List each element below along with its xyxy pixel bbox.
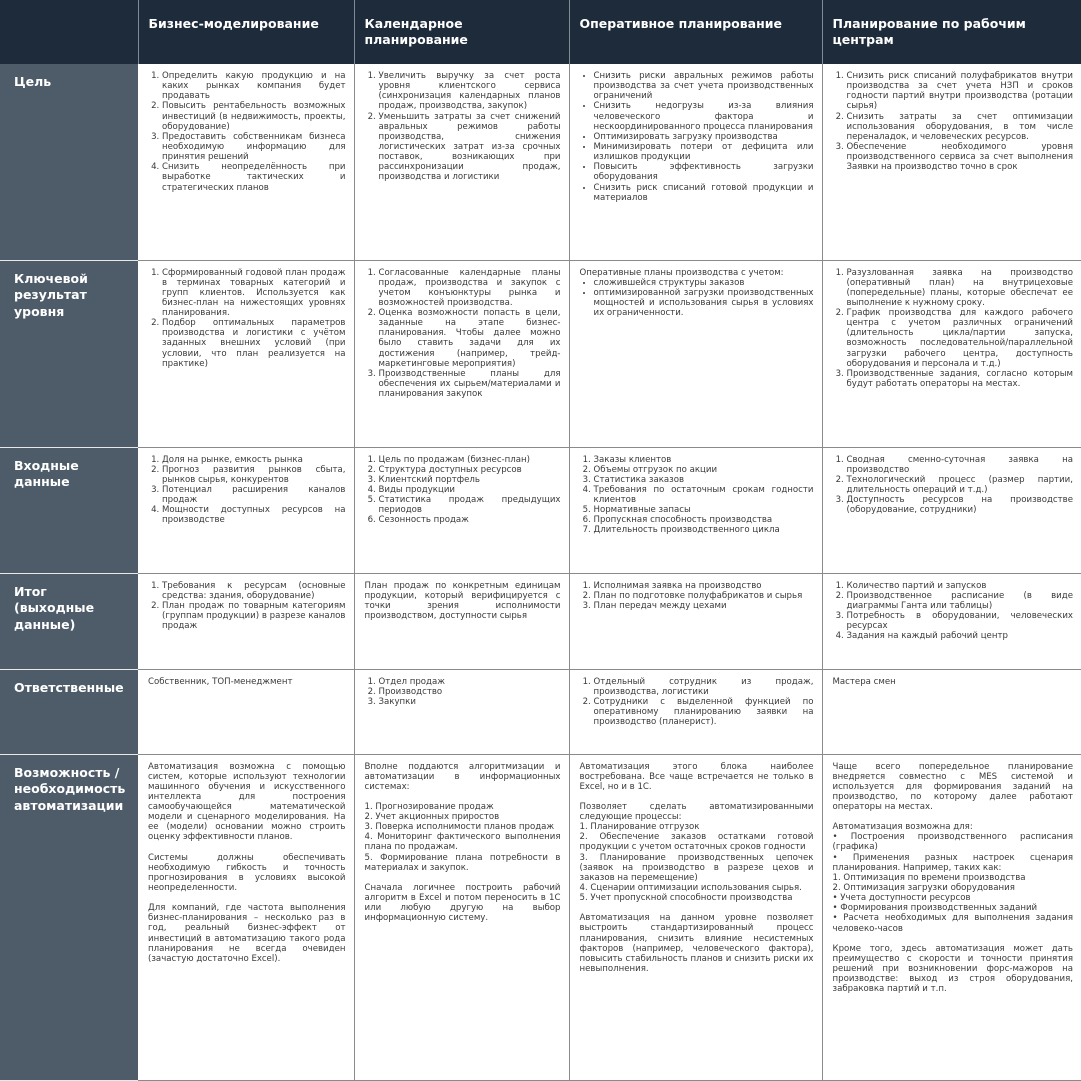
list-item: 1. Заказы клиентов xyxy=(594,455,814,465)
paragraph: • Применения разных настроек сценария планирования. Например, таких как: xyxy=(832,852,1073,873)
list-item: 2. Уменьшить затраты за счет снижений авральных режимов работы производства, снижения логистических затрат из-за срочных поставок, возникающих при рассинхронизации продаж, производства и логистики xyxy=(379,112,561,183)
table-row xyxy=(0,260,1081,447)
list-item: 2. Объемы отгрузок по акции xyxy=(594,465,814,475)
table-cell xyxy=(138,260,354,447)
list-item: 2. График производства для каждого рабочего центра с учетом различных ограничений (длительность цикла/партии запуска, возможность последовательной/параллельной загрузки рабочего центра, доступность оборудования и персонала и т.д.) xyxy=(847,308,1074,369)
list-item: 3. Производственные планы для обеспечения их сырьем/материалами и планирования закупок xyxy=(379,369,561,399)
row-header: Входные данные xyxy=(0,447,138,573)
list-item: 2. Повысить рентабельность возможных инвестиций (в недвижимость, проекты, оборудование) xyxy=(162,101,346,131)
row-header: Цель xyxy=(0,64,138,260)
paragraph: Системы должны обеспечивать необходимую гибкость и точность прогнозирования в условиях высокой неопределенности. xyxy=(148,852,346,894)
list-item: 2. Производство xyxy=(379,687,561,697)
paragraph: 2. Учет акционных приростов xyxy=(364,812,500,823)
list-item: 3. Обеспечение необходимого уровня производственного сервиса за счет выполнения Заявки на производство точно в срок xyxy=(847,142,1074,172)
table-cell xyxy=(354,754,569,1080)
row-header: Ключевой результат уровня xyxy=(0,260,138,447)
list-item: 1. Количество партий и запусков xyxy=(847,581,1074,591)
numbered-list xyxy=(833,455,1074,516)
list-item: 3. Статистика заказов xyxy=(594,475,814,485)
list-item: 3. Производственные задания, согласно которым будут работать операторы на местах. xyxy=(847,369,1074,389)
bullet-list xyxy=(580,278,814,319)
list-item: 4. Виды продукции xyxy=(379,485,561,495)
list-item: 1. Разузлованная заявка на производство (оперативный план) на внутрицеховые (попередельные) планы, которые обеспечат ее выполнение к нужному сроку. xyxy=(847,268,1074,309)
table-cell xyxy=(354,447,569,573)
table-cell xyxy=(138,754,354,1080)
numbered-list xyxy=(148,455,346,526)
table-cell xyxy=(569,669,822,754)
cell-text: План продаж по конкретным единицам продукции, который верифицируется с точки зрения исполнимости производством, доступности сырья xyxy=(364,580,561,621)
paragraph: 3. Планирование производственных цепочек (заявок на производство в разрезе цехов и заказов на перемещение) xyxy=(579,852,814,883)
bullet-list xyxy=(580,71,814,203)
table-row xyxy=(0,573,1081,669)
paragraph: 4. Мониторинг фактического выполнения плана по продажам. xyxy=(364,832,561,853)
paragraph: 5. Формирование плана потребности в материалах и закупок. xyxy=(364,852,561,873)
table-row xyxy=(0,754,1081,1080)
paragraph: Кроме того, здесь автоматизация может дать преимущество с скорости и точности принятия решений при возникновении форс-мажоров на производстве: выход из строя оборудования, забраковка партий и т.п. xyxy=(832,943,1073,995)
list-item: 6. Сезонность продаж xyxy=(379,515,561,525)
list-item: • Снизить риски авральных режимов работы производства за счет учета производственных ограничений xyxy=(594,71,814,101)
paragraph: 2. Оптимизация загрузки оборудования xyxy=(832,883,1015,894)
list-item: 2. Технологический процесс (размер партии, длительность операций и т.д.) xyxy=(847,475,1074,495)
numbered-list xyxy=(365,268,561,400)
list-item: 1. Цель по продажам (бизнес-план) xyxy=(379,455,561,465)
table-cell xyxy=(822,573,1081,669)
paragraph: Для компаний, где частота выполнения бизнес-планирования – несколько раз в год, реальный бизнес-эффект от инвестиций в автоматизацию такого рода планирования не всегда очевиден (зачастую достаточно Excel). xyxy=(148,903,346,964)
row-header: Ответственные xyxy=(0,669,138,754)
paragraph: • Формирования производственных заданий xyxy=(832,903,1038,914)
list-item: 3. Клиентский портфель xyxy=(379,475,561,485)
row-header: Возможность / необходимость автоматизации xyxy=(0,754,138,1080)
table-row xyxy=(0,669,1081,754)
paragraph: 2. Обеспечение заказов остатками готовой продукции с учетом остаточных сроков годности xyxy=(579,832,814,853)
column-header: Бизнес-моделирование xyxy=(138,0,354,64)
table-cell xyxy=(822,754,1081,1080)
list-item: 2. Структура доступных ресурсов xyxy=(379,465,561,475)
list-item: 1. Увеличить выручку за счет роста уровня клиентского сервиса (синхронизация календарных планов продаж, производства, закупок) xyxy=(379,71,561,112)
table-cell xyxy=(138,64,354,260)
table-cell xyxy=(354,64,569,260)
list-item: 2. Подбор оптимальных параметров производства и логистики с учётом заданных внешних условий (при условии, что план реализуется на практике) xyxy=(162,318,346,369)
column-header: Планирование по рабочим центрам xyxy=(822,0,1081,64)
cell-text: Мастера смен xyxy=(832,676,896,687)
cell-text: Собственник, ТОП-менеджмент xyxy=(148,676,293,687)
table-cell xyxy=(354,260,569,447)
list-item: 3. Предоставить собственникам бизнеса необходимую информацию для принятия решений xyxy=(162,132,346,162)
list-item: 4. Мощности доступных ресурсов на производстве xyxy=(162,505,346,525)
paragraph: • Расчета необходимых для выполнения задания человеко-часов xyxy=(832,913,1073,934)
numbered-list xyxy=(365,677,561,707)
paragraph: Вполне поддаются алгоритмизации и автоматизации в информационных системах: xyxy=(364,761,561,792)
list-item: 3. План передач между цехами xyxy=(594,601,814,611)
list-item: 2. Производственное расписание (в виде диаграммы Ганта или таблицы) xyxy=(847,591,1074,611)
list-item: • Повысить эффективность загрузки оборудования xyxy=(594,162,814,182)
paragraph: Автоматизация возможна с помощью систем, которые используют технологии машинного обучения и искусственного интеллекта для построения самообучающейся математической модели и сценарного моделирования. На ее (модели) основании можно строить оценку эффективности планов. xyxy=(148,761,346,843)
numbered-list xyxy=(365,455,561,526)
list-item: 1. Снизить риск списаний полуфабрикатов внутри производства за счет учета НЗП и сроков годности партий внутри производства (ротации сырья) xyxy=(847,71,1074,112)
paragraph: • Учета доступности ресурсов xyxy=(832,893,971,904)
list-item: • оптимизированной загрузки производственных мощностей и использования сырья в условиях их ограниченности. xyxy=(594,288,814,318)
table-cell xyxy=(569,260,822,447)
list-item: 3. Закупки xyxy=(379,697,561,707)
table-cell xyxy=(138,447,354,573)
paragraph: 1. Планирование отгрузок xyxy=(579,822,700,833)
numbered-list xyxy=(148,268,346,369)
paragraph: 4. Сценарии оптимизации использования сырья. xyxy=(579,883,802,894)
table-cell xyxy=(822,669,1081,754)
list-item: 5. Статистика продаж предыдущих периодов xyxy=(379,495,561,515)
list-item: • Оптимизировать загрузку производства xyxy=(594,132,814,142)
paragraph: • Построения производственного расписания (графика) xyxy=(832,832,1073,853)
list-item: 2. Сотрудники с выделенной функцией по оперативному планированию заявки на производство (планерист). xyxy=(594,697,814,727)
list-item: 4. Требования по остаточным срокам годности клиентов xyxy=(594,485,814,505)
paragraph: Чаще всего попередельное планирование внедряется совместно с MES системой и используется для формирования заданий на производство, по которому далее работают операторы на местах. xyxy=(832,761,1073,813)
list-item: 1. Сформированный годовой план продаж в терминах товарных категорий и групп клиентов. Используется как бизнес-план на нижестоящих уровнях планирования. xyxy=(162,268,346,319)
row-header: Итог (выходные данные) xyxy=(0,573,138,669)
list-item: 6. Пропускная способность производства xyxy=(594,515,814,525)
table-cell xyxy=(822,447,1081,573)
list-item: 3. Потребность в оборудовании, человеческих ресурсах xyxy=(847,611,1074,631)
numbered-list xyxy=(148,581,346,632)
list-item: 1. Согласованные календарные планы продаж, производства и закупок с учетом конъюнктуры рынка и возможностей производства. xyxy=(379,268,561,309)
numbered-list xyxy=(365,71,561,183)
list-item: 2. План продаж по товарным категориям (группам продукции) в разрезе каналов продаж xyxy=(162,601,346,631)
numbered-list xyxy=(148,71,346,193)
table-cell xyxy=(569,754,822,1080)
list-item: 2. План по подготовке полуфабрикатов и сырья xyxy=(594,591,814,601)
paragraph: 1. Прогнозирование продаж xyxy=(364,801,494,812)
list-item: 1. Доля на рынке, емкость рынка xyxy=(162,455,346,465)
numbered-list xyxy=(580,455,814,536)
list-item: 3. Потенциал расширения каналов продаж xyxy=(162,485,346,505)
list-item: 4. Задания на каждый рабочий центр xyxy=(847,631,1074,641)
numbered-list xyxy=(833,268,1074,390)
numbered-list xyxy=(833,581,1074,642)
paragraph: Автоматизация возможна для: xyxy=(832,822,973,833)
paragraph: 5. Учет пропускной способности производства xyxy=(579,893,793,904)
list-item: 4. Снизить неопределённость при выработке тактических и стратегических планов xyxy=(162,162,346,192)
table-cell xyxy=(569,573,822,669)
table-cell xyxy=(822,260,1081,447)
table-cell xyxy=(822,64,1081,260)
paragraph: Позволяет сделать автоматизированными следующие процессы: xyxy=(579,801,814,823)
list-item: 7. Длительность производственного цикла xyxy=(594,525,814,535)
corner-cell xyxy=(0,0,138,64)
list-item: 2. Оценка возможности попасть в цели, заданные на этапе бизнес-планирования. Чтобы далее можно было ставить задачи для их достижения (например, трейд-маркетинговые мероприятия) xyxy=(379,308,561,369)
list-item: 2. Прогноз развития рынков сбыта, рынков сырья, конкурентов xyxy=(162,465,346,485)
table-cell xyxy=(354,573,569,669)
numbered-list xyxy=(833,71,1074,172)
list-item: 2. Снизить затраты за счет оптимизации использования оборудования, в том числе переналадок, и человеческих ресурсов. xyxy=(847,112,1074,142)
table-cell xyxy=(569,447,822,573)
list-item: • сложившейся структуры заказов xyxy=(594,278,814,288)
table-row xyxy=(0,447,1081,573)
table-cell xyxy=(354,669,569,754)
table-cell xyxy=(138,573,354,669)
table-cell xyxy=(569,64,822,260)
list-item: 1. Отдел продаж xyxy=(379,677,561,687)
table-row xyxy=(0,64,1081,260)
column-header: Календарное планирование xyxy=(354,0,569,64)
paragraph: Сначала логичнее построить рабочий алгоритм в Excel и потом переносить в 1С или любую другую на выбор информационную систему. xyxy=(364,882,561,924)
numbered-list xyxy=(580,581,814,611)
list-item: • Снизить риск списаний готовой продукции и материалов xyxy=(594,183,814,203)
list-item: 5. Нормативные запасы xyxy=(594,505,814,515)
list-item: 1. Исполнимая заявка на производство xyxy=(594,581,814,591)
table-cell xyxy=(138,669,354,754)
list-item: • Снизить недогрузы из-за влияния человеческого фактора и нескоординированного процесса планирования xyxy=(594,101,814,131)
paragraph: 1. Оптимизация по времени производства xyxy=(832,872,1026,883)
paragraph: 3. Поверка исполнимости планов продаж xyxy=(364,822,555,833)
list-item: 3. Доступность ресурсов на производстве (оборудование, сотрудники) xyxy=(847,495,1074,515)
column-header: Оперативное планирование xyxy=(569,0,822,64)
list-item: 1. Отдельный сотрудник из продаж, производства, логистики xyxy=(594,677,814,697)
header-row xyxy=(0,0,1081,64)
list-item: 1. Определить какую продукцию и на каких рынках компания будет продавать xyxy=(162,71,346,101)
paragraph: Автоматизация на данном уровне позволяет выстроить стандартизированный процесс планирования, снизить влияние несистемных факторов (например, человеческого фактора), повысить стабильность планов и снизить риски их невыполнения. xyxy=(579,913,814,975)
numbered-list xyxy=(580,677,814,728)
list-item: • Минимизировать потери от дефицита или излишков продукции xyxy=(594,142,814,162)
cell-intro: Оперативные планы производства с учетом: xyxy=(579,267,784,278)
paragraph: Автоматизация этого блока наиболее востребована. Все чаще встречается не только в Excel, но и в 1С. xyxy=(579,761,814,792)
list-item: 1. Сводная сменно-суточная заявка на производство xyxy=(847,455,1074,475)
list-item: 1. Требования к ресурсам (основные средства: здания, оборудование) xyxy=(162,581,346,601)
